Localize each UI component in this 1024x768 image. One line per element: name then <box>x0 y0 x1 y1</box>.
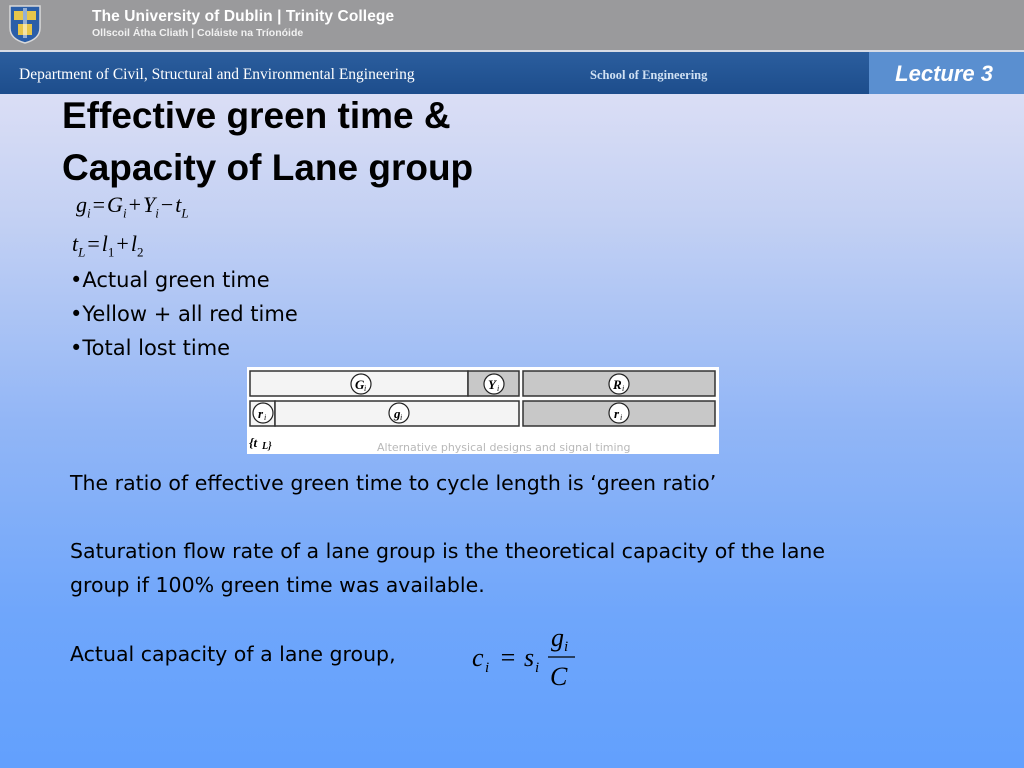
lecture-label: Lecture 3 <box>895 61 993 86</box>
eq-symbol-t: t <box>175 192 182 217</box>
lost-time-equation: $t_L=l_1+l_2$ <box>72 231 144 260</box>
diagram-label-tL-subscript: L} <box>262 441 272 452</box>
diagram-label-r-start: r <box>258 406 264 421</box>
diagram-label-r-end: r <box>614 406 620 421</box>
eq-symbol-G: G <box>107 192 123 217</box>
diagram-label-R: R <box>613 377 622 392</box>
university-title: The University of Dublin | Trinity College <box>92 8 395 25</box>
diagram-label-g: g <box>394 406 401 421</box>
slide-title <box>62 90 662 194</box>
university-crest-icon <box>8 4 42 44</box>
diagram-subscript-i: i <box>622 384 625 393</box>
eq-subscript-2: 2 <box>136 244 144 260</box>
cap-eq-equals: = <box>499 643 517 672</box>
capacity-text: Actual capacity of a lane group, <box>70 642 396 666</box>
bullet-yellow-all-red: •Yellow + all red time <box>70 302 298 326</box>
diagram-subscript-i: i <box>400 413 403 422</box>
slide-title-line-2: Capacity of Lane group <box>62 147 474 188</box>
diagram-subscript-i: i <box>364 384 367 393</box>
effective-green-equation: $g_i=G_i+Y_i-t_L$ <box>76 192 189 221</box>
eq-symbol-l: l <box>130 231 137 256</box>
diagram-label-Y: Y <box>488 377 496 392</box>
eq-subscript-i: i <box>155 205 159 221</box>
cap-eq-s: s <box>524 643 535 672</box>
eq-subscript-i: i <box>122 205 127 221</box>
eq-symbol-g: g <box>76 192 87 217</box>
bullet-total-lost: •Total lost time <box>70 336 231 360</box>
eq-symbol-l: l <box>101 231 108 256</box>
green-ratio-text: The ratio of effective green time to cycle length is ‘green ratio’ <box>70 471 717 495</box>
diagram-subscript-i: i <box>497 384 500 393</box>
bullet-list <box>70 263 298 365</box>
university-subtitle: Ollscoil Átha Cliath | Coláiste na Tríonóide <box>92 27 304 39</box>
bullet-actual-green: •Actual green time <box>70 268 270 292</box>
diagram-subscript-i: i <box>264 413 267 422</box>
eq-symbol-t: t <box>72 231 79 256</box>
diagram-background-text: Alternative physical designs and signal timing <box>377 441 631 454</box>
cap-eq-subscript-i: i <box>564 639 569 655</box>
cap-eq-subscript-i: i <box>485 660 490 676</box>
department-name: Department of Civil, Structural and Environmental Engineering <box>19 66 415 83</box>
diagram-subscript-i: i <box>620 413 623 422</box>
cap-eq-C: C <box>550 662 568 691</box>
cap-eq-g: g <box>551 624 564 652</box>
signal-timing-diagram <box>247 367 719 454</box>
eq-symbol-Y: Y <box>142 192 156 217</box>
eq-subscript-L: L <box>181 205 189 221</box>
eq-subscript-L: L <box>78 244 86 260</box>
saturation-flow-text-line-1: Saturation flow rate of a lane group is the theoretical capacity of the lane <box>70 539 826 563</box>
capacity-equation <box>472 624 592 694</box>
cap-eq-c: c <box>472 643 484 672</box>
school-name: School of Engineering <box>590 68 708 82</box>
slide-title-line-1: Effective green time & <box>62 95 451 136</box>
diagram-label-tL: {t <box>249 435 258 450</box>
diagram-label-G: G <box>355 377 365 392</box>
eq-subscript-1: 1 <box>107 244 115 260</box>
university-header-bar <box>0 0 1024 50</box>
eq-subscript-i: i <box>87 205 91 221</box>
cap-eq-subscript-i: i <box>535 660 540 676</box>
saturation-flow-text-line-2: group if 100% green time was available. <box>70 573 485 597</box>
